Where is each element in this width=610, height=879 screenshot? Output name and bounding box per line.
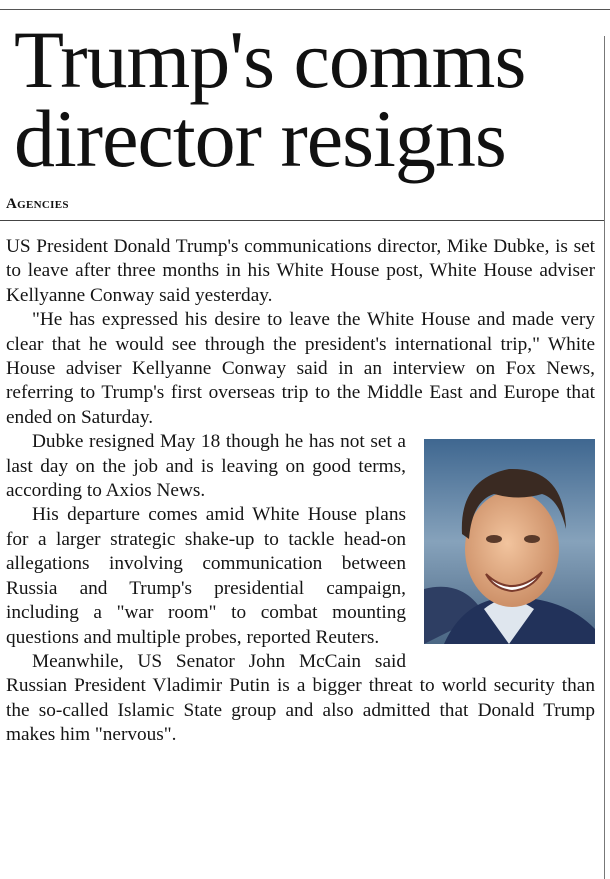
article-headline: Trump's comms director resigns [14,14,526,184]
article-paragraph: Dubke resigned May 18 though he has not set a last day on the job and is leaving on good terms, according to Axios News. [6,431,406,502]
article-body [6,235,595,748]
article-paragraph: US President Donald Trump's communications director, Mike Dubke, is set to leave after three months in his White House post, White House adviser Kellyanne Conway said yesterday. [6,236,595,306]
portrait-illustration [424,439,595,644]
byline-rule [0,220,604,221]
article-paragraph: "He has expressed his desire to leave the White House and made very clear that he would see through the president's international trip," White House adviser Kellyanne Conway said in an interview on Fox News, referring to Trump's first overseas trip to the Middle East and Europe that ended on Saturday. [6,309,595,428]
article-paragraph: His departure comes amid White House plans for a larger strategic shake-up to tackle head-on allegations involving communication between Russia and Trump's presidential campaign, including a "war room" to combat mounting questions and multiple probes, reported Reuters. [6,504,406,648]
portrait-photo [424,439,595,644]
article-byline: Agencies [6,196,69,212]
article-paragraph: Meanwhile, US Senator John McCain said Russian President Vladimir Putin is a bigger threat to world security than the so-called Islamic State group and also admitted that Donald Trump makes him "nervous". [6,650,595,746]
column-rule [604,36,605,879]
top-rule [0,9,610,10]
